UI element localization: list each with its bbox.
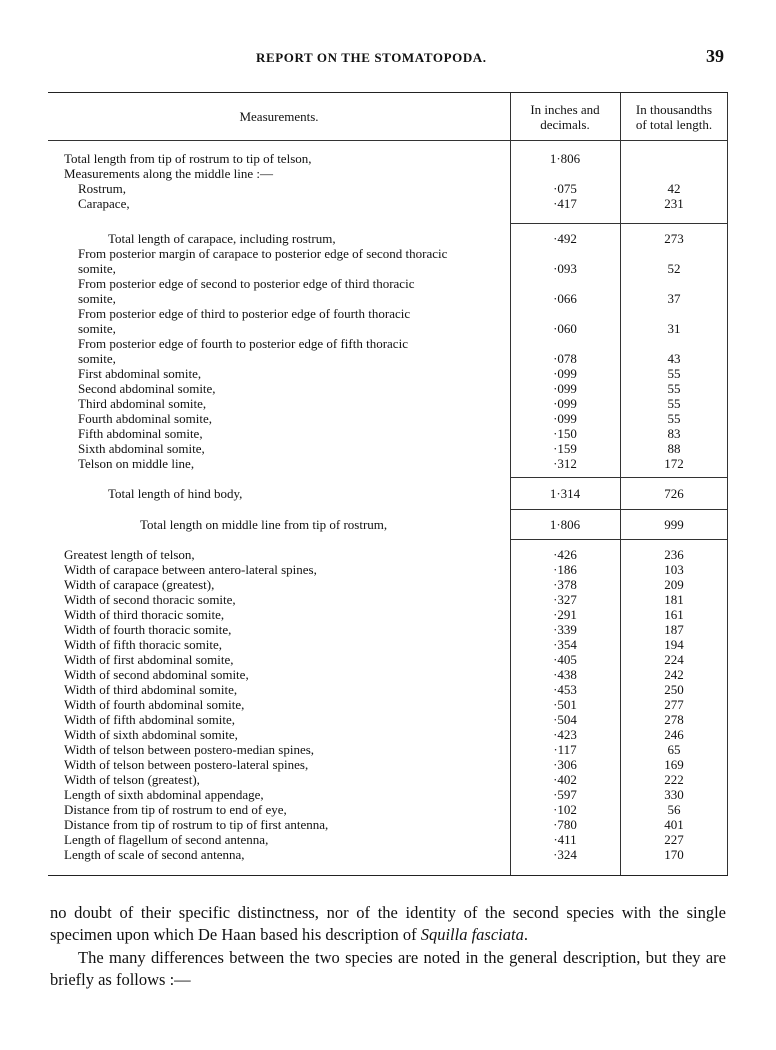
value-thousandths: 55 bbox=[667, 411, 681, 426]
row-label: Width of sixth abdominal somite, bbox=[64, 727, 238, 742]
value-inches: ·327 bbox=[553, 592, 577, 607]
value-inches: ·501 bbox=[553, 697, 577, 712]
row-label: somite, bbox=[78, 291, 116, 306]
header-measurements-label: Measurements. bbox=[239, 109, 319, 124]
value-inches: 1·806 bbox=[549, 151, 581, 166]
table-row bbox=[48, 652, 728, 667]
value-inches: ·078 bbox=[553, 351, 577, 366]
species-name: Squilla fasciata bbox=[420, 925, 524, 944]
value-thousandths: 169 bbox=[664, 757, 684, 772]
table-row bbox=[48, 547, 728, 562]
paragraph-1-text: no doubt of their specific distinctness, nor of the identity of the second species with the single specimen upon which De Haan based his description of bbox=[50, 903, 726, 944]
value-inches: ·417 bbox=[553, 196, 577, 211]
value-inches: ·099 bbox=[553, 366, 577, 381]
value-inches: ·504 bbox=[553, 712, 577, 727]
value-inches: ·306 bbox=[553, 757, 577, 772]
table-row bbox=[48, 772, 728, 787]
value-thousandths: 52 bbox=[667, 261, 681, 276]
row-label: Second abdominal somite, bbox=[78, 381, 216, 396]
row-label: Third abdominal somite, bbox=[78, 396, 207, 411]
value-thousandths: 273 bbox=[664, 231, 684, 246]
header-rule bbox=[48, 140, 728, 141]
row-label: Length of sixth abdominal appendage, bbox=[64, 787, 264, 802]
table-row bbox=[48, 276, 728, 291]
value-thousandths: 224 bbox=[664, 652, 684, 667]
value-thousandths: 181 bbox=[664, 592, 684, 607]
group-rule bbox=[510, 477, 728, 478]
value-inches: ·066 bbox=[553, 291, 577, 306]
table-row bbox=[48, 562, 728, 577]
row-label: Width of telson (greatest), bbox=[64, 772, 200, 787]
value-inches: ·438 bbox=[553, 667, 577, 682]
value-inches: ·453 bbox=[553, 682, 577, 697]
table-row bbox=[48, 847, 728, 862]
value-thousandths: 55 bbox=[667, 366, 681, 381]
row-label: From posterior edge of third to posterior edge of fourth thoracic bbox=[78, 306, 411, 321]
value-inches: ·312 bbox=[553, 456, 577, 471]
value-inches: ·186 bbox=[553, 562, 577, 577]
table-row bbox=[48, 577, 728, 592]
value-thousandths: 330 bbox=[664, 787, 684, 802]
value-inches: ·354 bbox=[553, 637, 577, 652]
row-label: Carapace, bbox=[78, 196, 130, 211]
table-row bbox=[48, 246, 728, 261]
row-label: Width of carapace between antero-lateral spines, bbox=[64, 562, 317, 577]
header-thousandths-line1: In thousandths bbox=[635, 101, 713, 117]
value-inches: ·324 bbox=[553, 847, 577, 862]
group-rule bbox=[510, 223, 728, 224]
table-row bbox=[48, 336, 728, 351]
row-label: Telson on middle line, bbox=[78, 456, 195, 471]
table-row bbox=[48, 231, 728, 246]
row-label: Fifth abdominal somite, bbox=[78, 426, 203, 441]
header-inches bbox=[510, 93, 620, 140]
table-row bbox=[48, 802, 728, 817]
table-row bbox=[48, 166, 728, 181]
value-thousandths: 172 bbox=[664, 456, 684, 471]
value-thousandths: 278 bbox=[664, 712, 684, 727]
value-thousandths: 194 bbox=[664, 637, 684, 652]
table-row bbox=[48, 607, 728, 622]
header-thousandths-line2: of total length. bbox=[635, 116, 713, 132]
value-inches: ·492 bbox=[553, 231, 577, 246]
table-row bbox=[48, 426, 728, 441]
row-label: From posterior edge of second to posterior edge of third thoracic bbox=[78, 276, 415, 291]
row-label: somite, bbox=[78, 351, 116, 366]
table-row bbox=[48, 351, 728, 366]
row-label: Length of flagellum of second antenna, bbox=[64, 832, 269, 847]
body-paragraph-1 bbox=[50, 902, 726, 946]
row-label: Width of fifth thoracic somite, bbox=[64, 637, 222, 652]
table-row bbox=[48, 321, 728, 336]
row-label: Width of second abdominal somite, bbox=[64, 667, 249, 682]
row-label: Sixth abdominal somite, bbox=[78, 441, 205, 456]
group-rule bbox=[510, 509, 728, 510]
value-thousandths: 277 bbox=[664, 697, 684, 712]
value-thousandths: 56 bbox=[667, 802, 681, 817]
row-label: Distance from tip of rostrum to end of eye, bbox=[64, 802, 287, 817]
table-row bbox=[48, 817, 728, 832]
value-thousandths: 37 bbox=[667, 291, 681, 306]
body-paragraph-2 bbox=[50, 947, 726, 991]
row-label: Width of third abdominal somite, bbox=[64, 682, 238, 697]
row-label: Total length of carapace, including rostrum, bbox=[108, 231, 336, 246]
value-inches: ·405 bbox=[553, 652, 577, 667]
value-inches: ·339 bbox=[553, 622, 577, 637]
value-inches: ·411 bbox=[553, 832, 577, 847]
table-row bbox=[48, 667, 728, 682]
row-label: From posterior edge of fourth to posterior edge of fifth thoracic bbox=[78, 336, 408, 351]
value-thousandths: 83 bbox=[667, 426, 681, 441]
value-thousandths: 222 bbox=[664, 772, 684, 787]
row-label: Greatest length of telson, bbox=[64, 547, 195, 562]
measurements-table bbox=[48, 92, 728, 876]
value-inches: ·378 bbox=[553, 577, 577, 592]
table-row bbox=[48, 682, 728, 697]
table-row bbox=[48, 381, 728, 396]
value-thousandths: 726 bbox=[664, 486, 684, 501]
value-thousandths: 31 bbox=[667, 321, 681, 336]
table-row bbox=[48, 441, 728, 456]
row-label: Total length from tip of rostrum to tip of telson, bbox=[64, 151, 312, 166]
value-inches: ·291 bbox=[553, 607, 577, 622]
value-thousandths: 231 bbox=[664, 196, 684, 211]
table-row bbox=[48, 366, 728, 381]
table-row bbox=[48, 757, 728, 772]
row-label: Total length on middle line from tip of rostrum, bbox=[140, 517, 388, 532]
row-label: Width of third thoracic somite, bbox=[64, 607, 225, 622]
row-label: First abdominal somite, bbox=[78, 366, 202, 381]
paragraph-1-end: . bbox=[523, 925, 528, 944]
table-row bbox=[48, 742, 728, 757]
value-thousandths: 170 bbox=[664, 847, 684, 862]
value-inches: ·093 bbox=[553, 261, 577, 276]
header-inches-line1: In inches and bbox=[530, 101, 600, 117]
table-row bbox=[48, 486, 728, 501]
row-label: Width of carapace (greatest), bbox=[64, 577, 215, 592]
table-row bbox=[48, 832, 728, 847]
header-measurements bbox=[48, 93, 510, 140]
row-label: Width of telson between postero-median spines, bbox=[64, 742, 315, 757]
page-number: 39 bbox=[706, 46, 724, 66]
table-row bbox=[48, 712, 728, 727]
value-thousandths: 209 bbox=[664, 577, 684, 592]
table-row bbox=[48, 517, 728, 532]
table-row bbox=[48, 261, 728, 276]
value-inches: ·117 bbox=[553, 742, 577, 757]
table-row bbox=[48, 727, 728, 742]
value-thousandths: 999 bbox=[664, 517, 684, 532]
value-inches: ·426 bbox=[553, 547, 577, 562]
table-row bbox=[48, 411, 728, 426]
value-thousandths: 65 bbox=[667, 742, 681, 757]
row-label: Distance from tip of rostrum to tip of first antenna, bbox=[64, 817, 329, 832]
row-label: Fourth abdominal somite, bbox=[78, 411, 212, 426]
value-inches: ·423 bbox=[553, 727, 577, 742]
value-inches: ·060 bbox=[553, 321, 577, 336]
value-inches: ·099 bbox=[553, 381, 577, 396]
value-inches: ·099 bbox=[553, 396, 577, 411]
value-thousandths: 42 bbox=[667, 181, 681, 196]
value-inches: ·159 bbox=[553, 441, 577, 456]
row-label: Total length of hind body, bbox=[108, 486, 243, 501]
row-label: Width of fifth abdominal somite, bbox=[64, 712, 235, 727]
row-label: somite, bbox=[78, 321, 116, 336]
value-thousandths: 43 bbox=[667, 351, 681, 366]
table-row bbox=[48, 151, 728, 166]
value-inches: ·402 bbox=[553, 772, 577, 787]
header-inches-line2: decimals. bbox=[540, 116, 590, 132]
table-row bbox=[48, 396, 728, 411]
row-label: Length of scale of second antenna, bbox=[64, 847, 245, 862]
table-row bbox=[48, 622, 728, 637]
value-inches: ·597 bbox=[553, 787, 577, 802]
value-thousandths: 103 bbox=[664, 562, 684, 577]
table-row bbox=[48, 306, 728, 321]
row-label: Rostrum, bbox=[78, 181, 127, 196]
value-thousandths: 55 bbox=[667, 396, 681, 411]
table-row bbox=[48, 196, 728, 211]
value-thousandths: 250 bbox=[664, 682, 684, 697]
paragraph-2-text: The many differences between the two species are noted in the general description, but they are briefly as follows :— bbox=[50, 948, 726, 989]
table-row bbox=[48, 181, 728, 196]
value-thousandths: 187 bbox=[664, 622, 684, 637]
value-thousandths: 401 bbox=[664, 817, 684, 832]
value-thousandths: 227 bbox=[664, 832, 684, 847]
value-thousandths: 242 bbox=[664, 667, 684, 682]
value-inches: 1·806 bbox=[549, 517, 581, 532]
table-row bbox=[48, 697, 728, 712]
value-inches: 1·314 bbox=[549, 486, 581, 501]
row-label: Width of telson between postero-lateral spines, bbox=[64, 757, 309, 772]
row-label: somite, bbox=[78, 261, 116, 276]
row-label: Width of first abdominal somite, bbox=[64, 652, 234, 667]
value-inches: ·099 bbox=[553, 411, 577, 426]
value-thousandths: 246 bbox=[664, 727, 684, 742]
group-rule bbox=[510, 539, 728, 540]
value-thousandths: 88 bbox=[667, 441, 681, 456]
row-label: Measurements along the middle line :— bbox=[64, 166, 274, 181]
table-row bbox=[48, 456, 728, 471]
table-row bbox=[48, 637, 728, 652]
row-label: From posterior margin of carapace to posterior edge of second thoracic bbox=[78, 246, 448, 261]
running-head bbox=[0, 46, 776, 70]
value-inches: ·102 bbox=[553, 802, 577, 817]
table-row bbox=[48, 787, 728, 802]
value-thousandths: 236 bbox=[664, 547, 684, 562]
row-label: Width of second thoracic somite, bbox=[64, 592, 236, 607]
value-inches: ·150 bbox=[553, 426, 577, 441]
value-thousandths: 55 bbox=[667, 381, 681, 396]
table-row bbox=[48, 291, 728, 306]
value-inches: ·075 bbox=[553, 181, 577, 196]
value-thousandths: 161 bbox=[664, 607, 684, 622]
row-label: Width of fourth abdominal somite, bbox=[64, 697, 245, 712]
header-thousandths bbox=[620, 93, 728, 140]
table-row bbox=[48, 592, 728, 607]
value-inches: ·780 bbox=[553, 817, 577, 832]
row-label: Width of fourth thoracic somite, bbox=[64, 622, 232, 637]
running-head-title: REPORT ON THE STOMATOPODA. bbox=[256, 50, 487, 65]
